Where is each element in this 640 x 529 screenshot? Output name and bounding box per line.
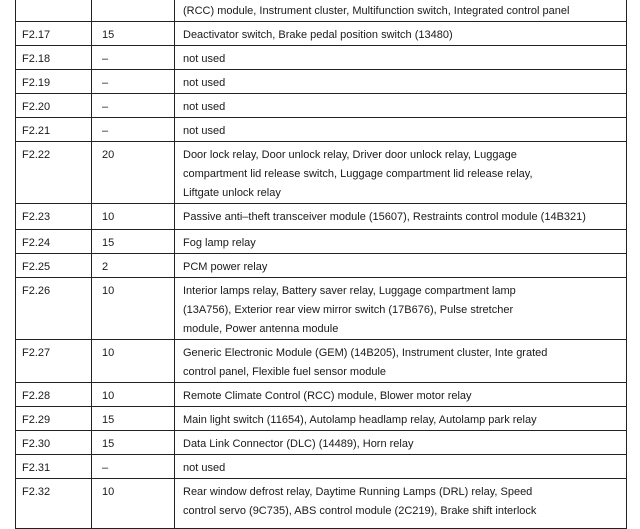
amps-cell: 2: [92, 254, 175, 278]
description-cell: [175, 254, 627, 278]
fuse-cell: F2.29: [16, 407, 92, 431]
description-line: Generic Electronic Module (GEM) (14B205), Instrument cluster, Inte grated: [183, 347, 548, 359]
description-line: Data Link Connector (DLC) (14489), Horn relay: [183, 438, 414, 450]
description-line: not used: [183, 101, 226, 113]
description-cell: [175, 407, 627, 431]
description-line: Interior lamps relay, Battery saver relay, Luggage compartment lamp: [183, 285, 516, 297]
fuse-cell: F2.25: [16, 254, 92, 278]
amps-cell: –: [92, 118, 175, 142]
table-row: [16, 278, 627, 340]
description-cell: [175, 204, 627, 230]
description-line: Fog lamp relay: [183, 237, 256, 249]
description-line: Deactivator switch, Brake pedal position switch (13480): [183, 29, 453, 41]
table-row: [16, 340, 627, 383]
description-line: module, Power antenna module: [183, 323, 339, 335]
fuse-cell: F2.23: [16, 204, 92, 230]
fuse-cell: F2.19: [16, 70, 92, 94]
amps-cell: –: [92, 455, 175, 479]
table-row: [16, 204, 627, 230]
description-line: Rear window defrost relay, Daytime Running Lamps (DRL) relay, Speed: [183, 486, 533, 498]
description-line: Liftgate unlock relay: [183, 187, 281, 199]
description-cell: [175, 431, 627, 455]
description-line: control panel, Flexible fuel sensor module: [183, 366, 387, 378]
fuse-cell: F2.18: [16, 46, 92, 70]
amps-cell: 10: [92, 479, 175, 529]
fuse-cell: F2.27: [16, 340, 92, 383]
description-line: not used: [183, 53, 226, 65]
description-line: (13A756), Exterior rear view mirror switch (17B676), Pulse stretcher: [183, 304, 514, 316]
description-line: (RCC) module, Instrument cluster, Multifunction switch, Integrated control panel: [183, 5, 570, 17]
amps-cell: 15: [92, 230, 175, 254]
fuse-cell: F2.31: [16, 455, 92, 479]
fuse-table: [15, 0, 627, 529]
amps-cell: 15: [92, 407, 175, 431]
description-cell: [175, 383, 627, 407]
description-cell: [175, 455, 627, 479]
description-line: not used: [183, 462, 226, 474]
description-line: Main light switch (11654), Autolamp headlamp relay, Autolamp park relay: [183, 414, 537, 426]
description-cell: [175, 230, 627, 254]
fuse-cell: F2.28: [16, 383, 92, 407]
description-cell: [175, 278, 627, 340]
fuse-cell: F2.24: [16, 230, 92, 254]
description-cell: [175, 46, 627, 70]
table-row: [16, 254, 627, 278]
description-line: Passive anti–theft transceiver module (15607), Restraints control module (14B321): [183, 211, 586, 223]
description-cell: [175, 479, 627, 529]
table-row: [16, 70, 627, 94]
description-cell: [175, 118, 627, 142]
amps-cell: 10: [92, 383, 175, 407]
fuse-cell: F2.17: [16, 22, 92, 46]
table-row: [16, 455, 627, 479]
amps-cell: [92, 0, 175, 22]
amps-cell: –: [92, 94, 175, 118]
description-line: not used: [183, 125, 226, 137]
description-line: Remote Climate Control (RCC) module, Blower motor relay: [183, 390, 472, 402]
amps-cell: –: [92, 46, 175, 70]
table-row: [16, 22, 627, 46]
table-row: [16, 230, 627, 254]
table-row: [16, 479, 627, 529]
description-cell: [175, 142, 627, 204]
table-row: [16, 46, 627, 70]
fuse-cell: F2.22: [16, 142, 92, 204]
amps-cell: 10: [92, 204, 175, 230]
description-cell: [175, 94, 627, 118]
amps-cell: 20: [92, 142, 175, 204]
table-row: [16, 0, 627, 22]
amps-cell: 15: [92, 431, 175, 455]
fuse-cell: [16, 0, 92, 22]
amps-cell: –: [92, 70, 175, 94]
description-line: PCM power relay: [183, 261, 268, 273]
fuse-cell: F2.30: [16, 431, 92, 455]
table-row: [16, 118, 627, 142]
table-row: [16, 407, 627, 431]
description-cell: [175, 70, 627, 94]
description-line: Door lock relay, Door unlock relay, Driver door unlock relay, Luggage: [183, 149, 517, 161]
table-row: [16, 431, 627, 455]
fuse-cell: F2.20: [16, 94, 92, 118]
amps-cell: 10: [92, 340, 175, 383]
description-line: control servo (9C735), ABS control module (2C219), Brake shift interlock: [183, 505, 537, 517]
description-cell: [175, 340, 627, 383]
table-row: [16, 383, 627, 407]
fuse-cell: F2.32: [16, 479, 92, 529]
table-row: [16, 94, 627, 118]
table-row: [16, 142, 627, 204]
amps-cell: 15: [92, 22, 175, 46]
description-cell: [175, 0, 627, 22]
amps-cell: 10: [92, 278, 175, 340]
description-line: not used: [183, 77, 226, 89]
description-cell: [175, 22, 627, 46]
description-line: compartment lid release switch, Luggage compartment lid release relay,: [183, 168, 533, 180]
fuse-cell: F2.26: [16, 278, 92, 340]
fuse-cell: F2.21: [16, 118, 92, 142]
